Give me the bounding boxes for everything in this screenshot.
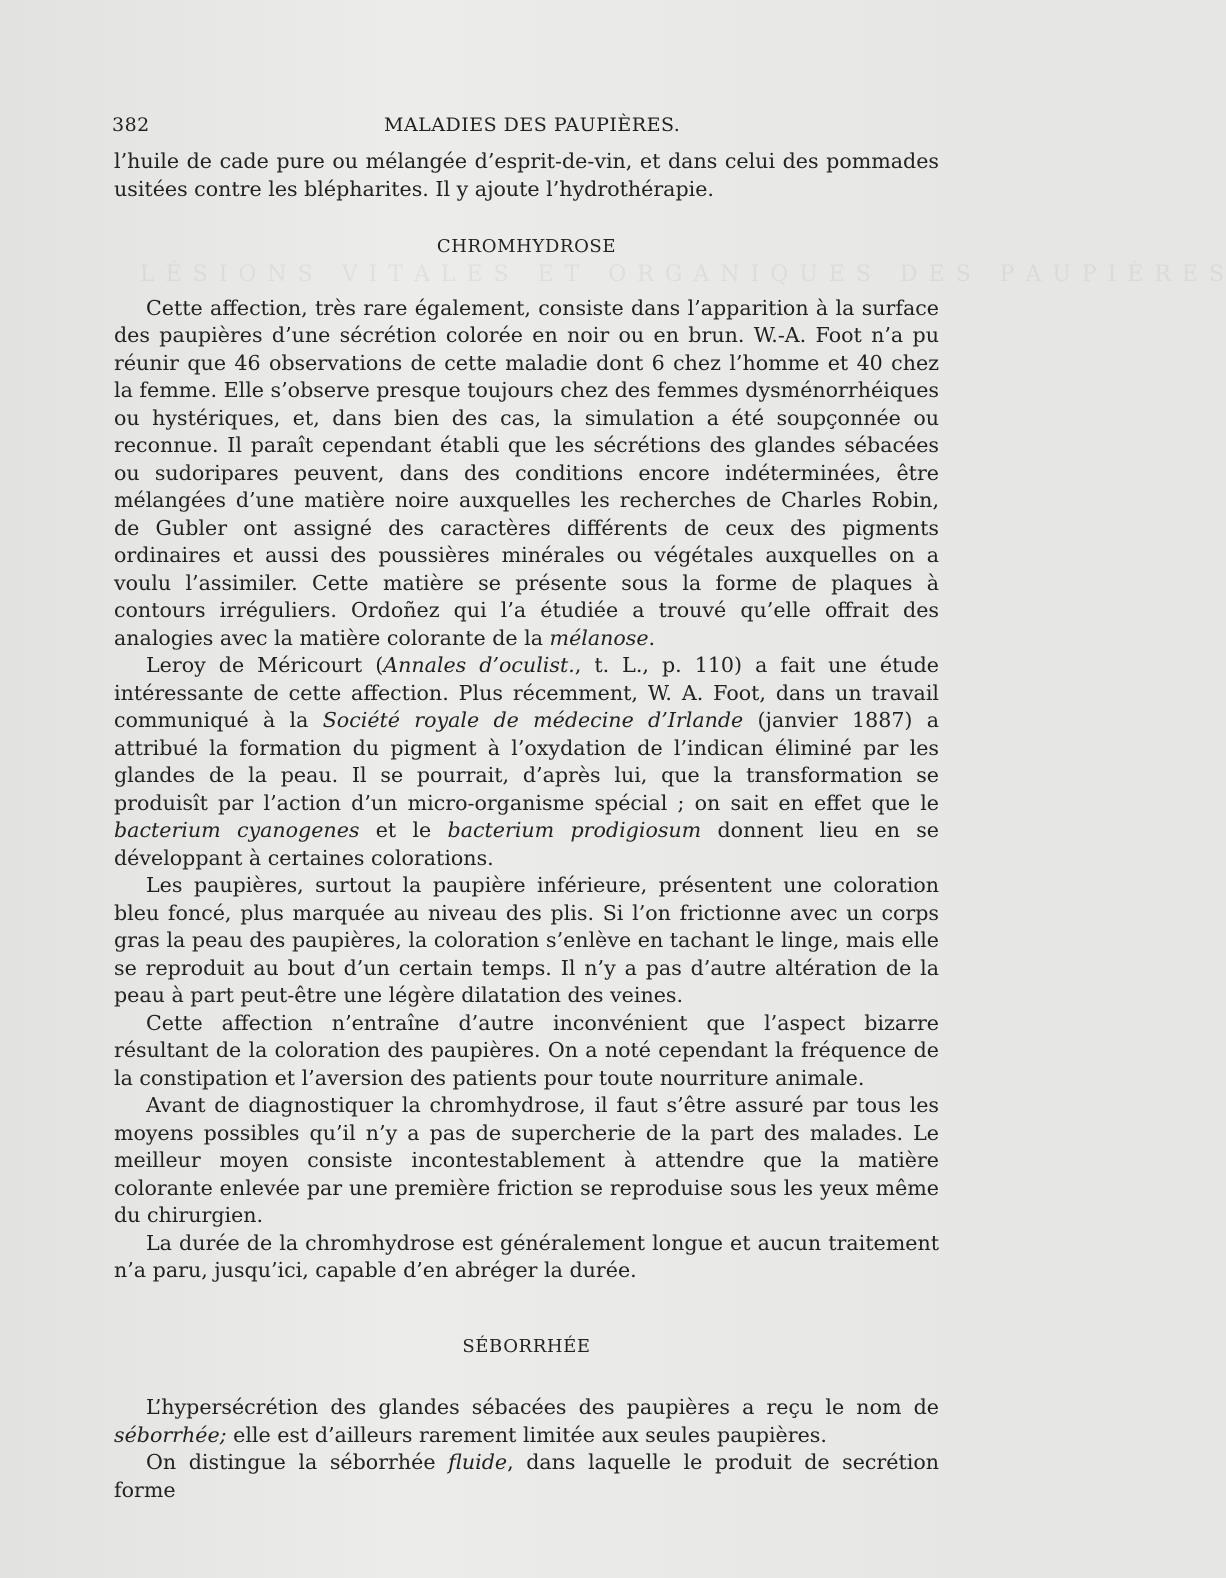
italic-prodigiosum: bacterium prodigiosum (447, 818, 702, 842)
paragraph-8-text-a: On distingue la séborrhée (146, 1450, 449, 1474)
paragraph-1-end: . (648, 625, 656, 650)
paragraph-8-text-b: , dans laquelle le produit de secrétion forme (114, 1450, 939, 1502)
running-title: MALADIES DES PAUPIÈRES. (384, 114, 681, 136)
paragraph-6: La durée de la chromhydrose est généralement longue et aucun traitement n’a paru, jusqu’ici, capable d’en abréger la durée. (114, 1230, 939, 1282)
paragraph-7-text-b: elle est d’ailleurs rarement limitée aux seules paupières. (226, 1422, 827, 1447)
paragraph-2-text-b: , t. L., p. 110) a fait une étude intéressante de cette affection. Plus récemment, W. A. Foot, dans un travail communiqué à la (114, 653, 939, 732)
paragraph-2-text-a: Leroy de Méricourt ( (146, 653, 384, 677)
section-heading-chromhydrose: CHROMHYDROSE (436, 236, 617, 257)
section-heading-seborrhee: SÉBORRHÉE (462, 1335, 591, 1357)
running-header (112, 114, 932, 146)
paragraph-5: Avant de diagnostiquer la chromhydrose, il faut s’être assuré par tous les moyens possibles qu’il n’y a pas de supercherie de la part des malades. Le meilleur moyen consiste incontestablement à attendre que la matière colorante enlevée par une première friction se reproduise sous les yeux même du chirurgien. (114, 1093, 939, 1227)
italic-annales: Annales d’oculist. (383, 653, 575, 677)
show-through-text: L É S I O N S V I T A L E S E T O R G A N I Q U E S D E S P A U P I È R E S (140, 262, 1226, 287)
paragraph-2-text-c: (janvier 1887) a attribué la formation du pigment à l’oxydation de l’indican éliminé par les glandes de la peau. Il se pourrait, d’après lui, que la transformation se produisît par l’action d’un micro-organisme spécial ; on sait en effet que le (114, 708, 940, 815)
italic-melanose: mélanose (549, 625, 649, 650)
italic-cyanogenes: bacterium cyanogenes (114, 818, 360, 842)
paragraph-4: Cette affection n’entraîne d’autre inconvénient que l’aspect bizarre résultant de la coloration des paupières. On a noté cependant la fréquence de la constipation et l’aversion des patients pour toute nourriture animale. (114, 1010, 939, 1090)
paragraph-8 (114, 1449, 939, 1504)
italic-fluide: fluide (448, 1450, 508, 1474)
paragraph-1-text: Cette affection, très rare également, consiste dans l’apparition à la surface des paupières d’une sécrétion colorée en noir ou en brun. W.-A. Foot n’a pu réunir que 46 observations de cette maladie dont 6 chez l’homme et 40 chez la femme. Elle s’observe presque toujours chez des femmes dysménorrhéiques ou hystériques, et, dans bien des cas, la simulation a été soupçonnée ou reconnue. Il paraît cependant établi que les sécrétions des glandes sébacées ou sudoripares peuvent, dans des conditions encore indéterminées, être mélangées d’une matière noire auxquelles les recherches de Charles Robin, de Gubler ont assigné des caractères différents de ceux des pigments ordinaires et aussi des poussières minérales ou végétales auxquelles on a voulu l’assimiler. Cette matière se présente sous la forme de plaques à contours irréguliers. Ordoñez qui l’a étudiée a trouvé qu’elle offrait des analogies avec la matière colorante de la (114, 295, 939, 650)
italic-seborrhee: séborrhée; (114, 1422, 227, 1447)
intro-paragraph: l’huile de cade pure ou mélangée d’esprit-de-vin, et dans celui des pommades usitées contre les blépharites. Il y ajoute l’hydrothérapie. (114, 149, 939, 201)
page-number: 382 (112, 114, 150, 136)
paragraph-2-text-e: donnent lieu en se développant à certaines colorations. (114, 818, 939, 870)
italic-societe: Société royale de médecine d’Irlande (322, 708, 744, 732)
paragraph-7-text-a: L’hypersécrétion des glandes sébacées des paupières a reçu le nom de (146, 1395, 939, 1419)
page-body (114, 148, 1226, 1504)
paragraph-7 (114, 1394, 939, 1449)
paragraph-2-text-d: et le (359, 818, 448, 842)
paragraph-1 (114, 295, 939, 653)
paragraph-2 (114, 652, 939, 872)
paragraph-3: Les paupières, surtout la paupière inférieure, présentent une coloration bleu foncé, plus marquée au niveau des plis. Si l’on frictionne avec un corps gras la peau des paupières, la coloration s’enlève en tachant le linge, mais elle se reproduit au bout d’un certain temps. Il n’y a pas d’autre altération de la peau à part peut-être une légère dilatation des veines. (114, 873, 939, 1007)
